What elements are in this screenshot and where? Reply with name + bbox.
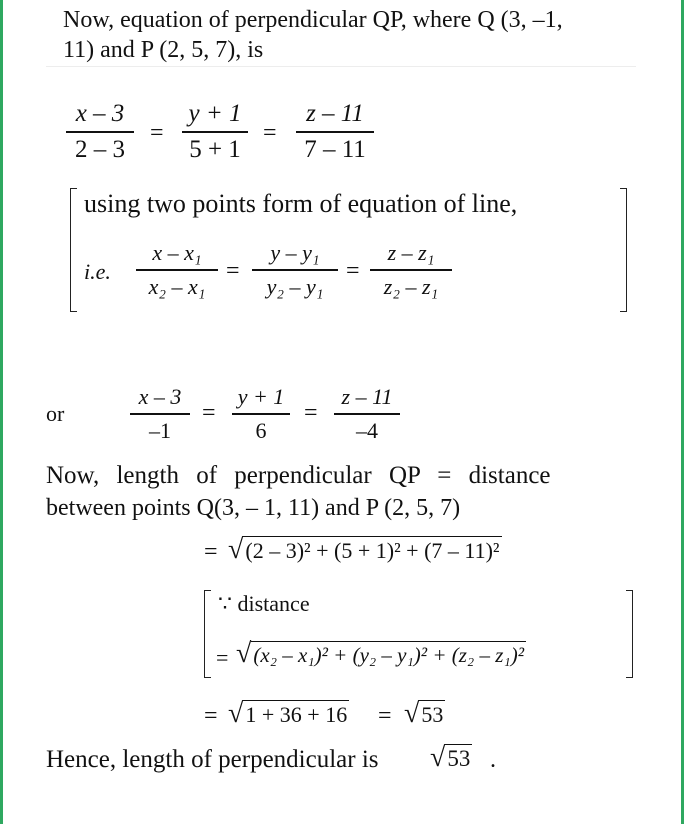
equals-sign: = [202,400,216,426]
sqrt-icon: √ [404,698,420,729]
equals-sign: = [150,120,164,146]
sqrt-icon: √ [430,742,446,773]
numerator: z – 11 [306,100,364,127]
fraction-bar [136,269,218,271]
denominator: x₂ – x₁ [148,273,206,299]
fraction-bar [182,131,248,133]
numerator: y – y₁ [270,240,320,265]
step2-result-sqrt [404,698,445,730]
fraction-x [66,100,134,164]
step1-equals: = [204,539,218,565]
distance-sqrt [236,638,526,670]
right-bracket [620,188,627,312]
right-bracket [626,590,633,678]
fraction-bar [66,131,134,133]
fraction-bar [334,413,400,415]
numerator: z – z₁ [387,240,435,265]
reduced-fraction-x [130,384,190,444]
ie-label: i.e. [84,259,111,284]
radicand: 53 [421,702,444,727]
reduced-fraction-z [334,384,400,444]
radicand: (x₂ – x₁)² + (y₂ – y₁)² + (z₂ – z₁)² [253,643,524,667]
conclusion-period: . [490,747,496,773]
denominator: 5 + 1 [189,135,241,163]
general-fraction-z [370,240,452,300]
numerator: y + 1 [188,100,242,127]
length-line-1: Now, length of perpendicular QP = distance [46,462,551,489]
radicand: (2 – 3)² + (5 + 1)² + (7 – 11)² [245,538,500,563]
denominator: 7 – 11 [304,135,366,163]
fraction-bar [252,269,338,271]
numerator: y + 1 [237,384,285,409]
fraction-bar [232,413,290,415]
radicand: 1 + 36 + 16 [245,702,348,727]
equals-sign: = [346,258,360,284]
left-bracket [204,590,211,678]
because-distance: ∵ distance [218,591,310,616]
denominator: 6 [255,417,267,443]
fraction-bar [130,413,190,415]
conclusion-sqrt [430,742,472,774]
equals-sign: = [304,400,318,426]
denominator: –1 [149,417,171,443]
fraction-y [182,100,248,164]
fraction-z [296,100,374,164]
two-point-text: using two points form of equation of line, [84,189,518,218]
left-border [0,0,3,824]
denominator: 2 – 3 [75,135,125,163]
equals-sign: = [263,120,277,146]
conclusion-text: Hence, length of perpendicular is [46,746,379,773]
general-fraction-x [136,240,218,300]
numerator: x – x₁ [152,240,202,265]
sqrt-icon: √ [228,698,244,729]
length-line-2: between points Q(3, – 1, 11) and P (2, 5, 7) [46,495,461,521]
general-fraction-y [252,240,338,300]
divider [46,66,636,67]
step1-sqrt [228,534,502,566]
intro-line-2: 11) and P (2, 5, 7), is [63,37,264,63]
reduced-fraction-y [232,384,290,444]
step2-equals: = [204,703,218,729]
sqrt-icon: √ [236,638,252,669]
fraction-bar [296,131,374,133]
intro-line-1: Now, equation of perpendicular QP, where Q (3, –1, [63,7,563,33]
step2-equals-2: = [378,703,392,729]
distance-equals: = [216,645,229,670]
numerator: x – 3 [75,100,125,127]
fraction-bar [370,269,452,271]
numerator: z – 11 [341,384,393,409]
equals-sign: = [226,258,240,284]
radicand: 53 [447,746,471,771]
left-bracket [70,188,77,312]
denominator: y₂ – y₁ [266,273,324,299]
denominator: z₂ – z₁ [383,273,439,299]
denominator: –4 [356,417,378,443]
step2-sqrt [228,698,349,730]
or-label: or [46,401,65,426]
sqrt-icon: √ [228,534,244,565]
numerator: x – 3 [138,384,182,409]
